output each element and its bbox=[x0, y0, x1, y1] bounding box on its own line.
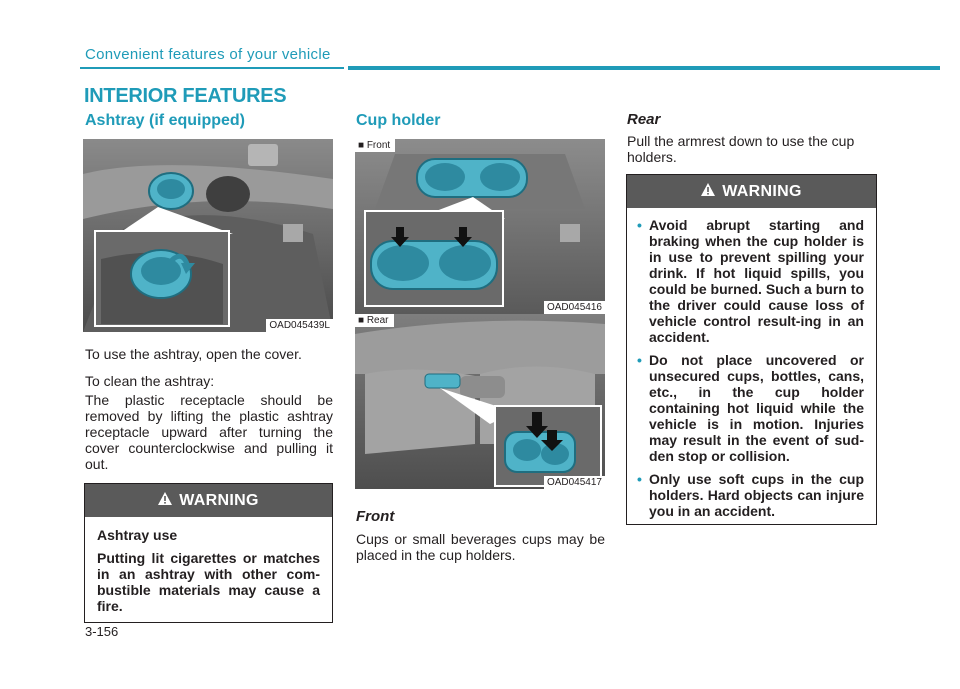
warning-title: WARNING bbox=[722, 182, 802, 200]
header-rule bbox=[80, 67, 344, 69]
front-image-code: OAD045416 bbox=[544, 301, 605, 314]
ashtray-image-code: OAD045439L bbox=[266, 319, 333, 332]
warning-triangle-icon bbox=[701, 183, 715, 201]
warning-item: • Do not place uncovered or unsecured cups, bottles, cans, etc., in the cup holder containing hot liquid while the vehicle is in motion. Injuries may result in the event of sud-den stop or collision. bbox=[639, 352, 864, 464]
front-cup-holder-illustration bbox=[355, 139, 605, 314]
header-rule-thick bbox=[348, 66, 940, 70]
rear-cup-holder-illustration bbox=[355, 314, 605, 489]
header-title: Convenient features of your vehicle bbox=[85, 46, 331, 63]
warning-item: • Avoid abrupt starting and braking when the cup holder is in use to prevent spilling your drink. If hot liquid spills, you could be burned. Such a burn to the driver could cause loss of vehicle control result-ing in an accident. bbox=[639, 217, 864, 345]
warning-title: WARNING bbox=[179, 491, 259, 509]
ashtray-para-3: The plastic receptacle should be removed by lifting the plastic ashtray receptacle upward after turning the cover counterclockwise and pulling it out. bbox=[85, 392, 333, 472]
front-image-label: ■ Front bbox=[355, 139, 395, 152]
cup-holder-warning-box bbox=[626, 174, 877, 525]
warning-header bbox=[627, 175, 876, 208]
section-title: INTERIOR FEATURES bbox=[84, 85, 287, 107]
front-text: Cups or small beverages cups may be placed in the cup holders. bbox=[356, 531, 605, 563]
ashtray-warning-box bbox=[84, 483, 333, 623]
rear-text: Pull the armrest down to use the cup holders. bbox=[627, 133, 855, 165]
ashtray-heading: Ashtray (if equipped) bbox=[85, 112, 246, 129]
page-number: 3-156 bbox=[85, 624, 119, 639]
rear-image-code: OAD045417 bbox=[544, 476, 605, 489]
warning-header bbox=[85, 484, 332, 517]
front-subheading: Front bbox=[356, 508, 395, 525]
warning-subtitle: Ashtray use bbox=[97, 527, 178, 543]
warning-triangle-icon bbox=[158, 492, 172, 510]
warning-text: Putting lit cigarettes or matches in an ashtray with other com-bustible materials may cause a fire. bbox=[97, 550, 320, 614]
cup-holder-heading: Cup holder bbox=[356, 112, 441, 129]
ashtray-para-1: To use the ashtray, open the cover. bbox=[85, 346, 302, 362]
warning-item: • Only use soft cups in the cup holders. Hard objects can injure you in an accident. bbox=[639, 471, 864, 519]
ashtray-illustration bbox=[83, 139, 333, 332]
ashtray-para-2: To clean the ashtray: bbox=[85, 373, 215, 389]
rear-image-label: ■ Rear bbox=[355, 314, 394, 327]
rear-subheading: Rear bbox=[627, 111, 661, 128]
